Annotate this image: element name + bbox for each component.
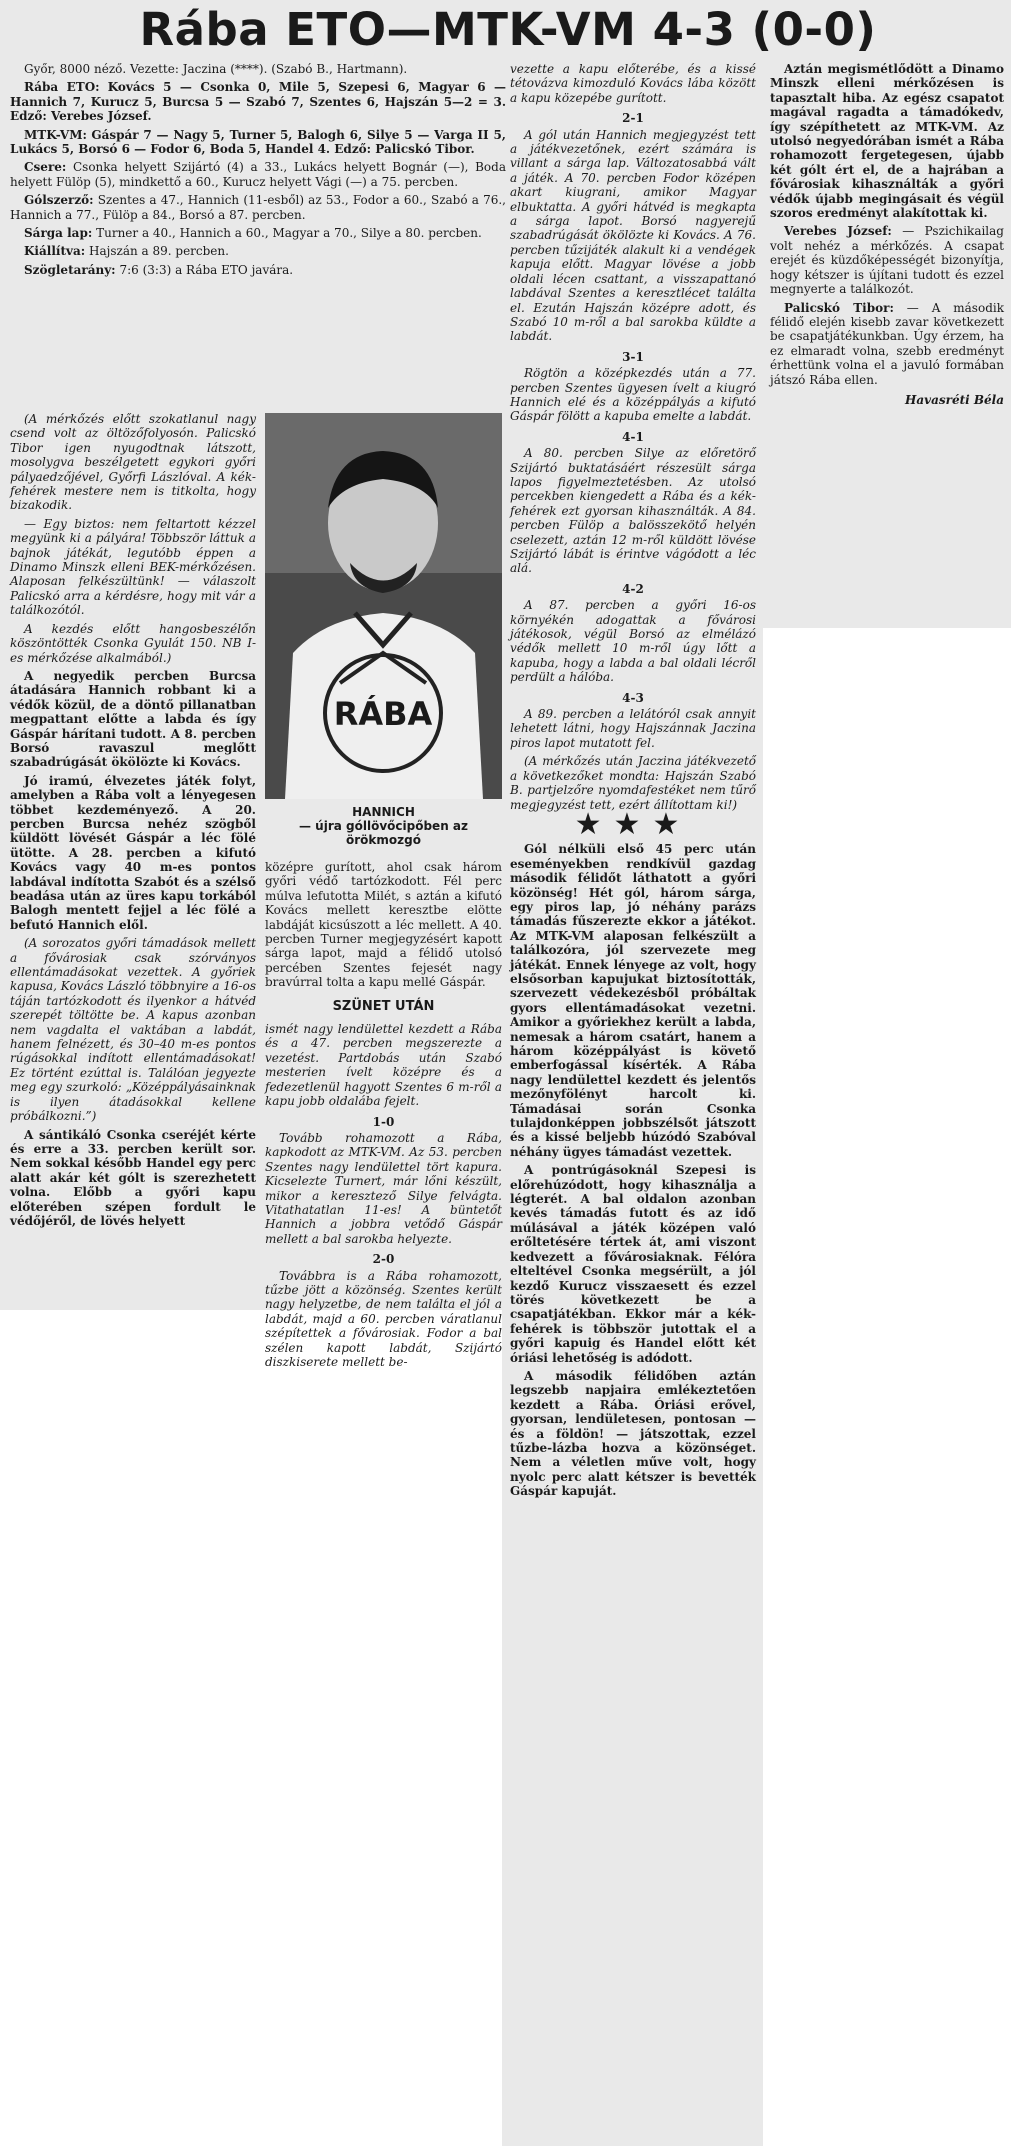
col3-p10: A második félidőben aztán legszebb napjaira emlékeztetően kezdett a Rába. Óriási erővel, gyorsan, lendületesen, pontosan — és a földön! — játszottak, ezzel tűzbe-lázba hozva a közönséget. Nem a véletlen műve volt, hogy nyolc perc alatt kétszer is bevették Gáspár kapuját. (510, 1368, 756, 1499)
facts-yellow: Sárga lap: Turner a 40., Hannich a 60., Magyar a 70., Silye a 80. percben. (24, 226, 482, 241)
facts-subs: Csere: Csonka helyett Szijártó (4) a 33., Lukács helyett Bognár (—), Boda helyett Fülöp (5), mindkettő a 60., Kurucz helyett Vági (—) a 75. percben. (10, 160, 506, 189)
col3-score-1: 2-1 (622, 111, 644, 126)
col1-p5: Jó iramú, élvezetes játék folyt, amelyben a Rába volt a lényegesen többet kezdeményező. A 20. percben Burcsa nehéz szögből küldött lövését Gáspár a léc fölé ütötte. A 28. percben a kifutó Kovács vagy 40 m-es pontos labdával indította Szabót és a szélső beadása után az üres kapu torkából Balogh mentett fejjel a léc fölé a befutó Hannich elől. (10, 773, 256, 932)
match-facts (10, 62, 506, 281)
facts-intro: Győr, 8000 néző. Vezette: Jaczina (****). (Szabó B., Hartmann). (24, 62, 408, 76)
col3-p4: A 80. percben Silye az előretörő Szijártó buktatásáért részesült sárga lapos figyelmeztetésben. Az utolsó percekben kiengedett a Rába és a kék-fehérek ezt gyorsan kihasználták. A 84. percben Fülöp a balösszekötő helyén cselezett, aztán 12 m-ről küldött lövése Szijártó lábát is érintve vágódott a léc alá. (510, 446, 756, 576)
col3-p6: A 89. percben a lelátóról csak annyit lehetett látni, hogy Hajszánnak Jaczina piros lapot mutatott fel. (510, 707, 756, 750)
player-photo-image (265, 413, 502, 799)
article-column-3 (510, 62, 756, 1503)
col3-p5: A 87. percben a győri 16-os környékén adogattak a fővárosi játékosok, végül Borsó az elmélázó védők mellett 10 m-ről úgy lőtt a kapuba, hogy a labda a bal oldali lécről perdült a hálóba. (510, 598, 756, 685)
caption-name: HANNICH (352, 805, 415, 819)
col2-p3: Tovább rohamozott a Rába, kapkodott az MTK-VM. Az 53. percben Szentes nagy lendülettel tört kapura. Kicselezte Turnert, már lőni készült, mikor a keresztező Silye felvágta. Vitathatatlan 11-es! A büntetőt Hannich a jobbra vetődő Gáspár mellett a bal sarokba helyezte. (265, 1130, 502, 1246)
col3-p3: Rögtön a középkezdés után a 77. percben Szentes ügyesen ívelt a kiugró Hannich elé és a középpályás a kifutó Gáspár fölött a kapuba emelte a labdát. (510, 366, 756, 424)
col3-score-3: 4-1 (622, 429, 644, 444)
col2-p1: középre gurított, ahol csak három győri védő tartózkodott. Fél perc múlva lefutotta Milét, s aztán a kifutó Kovács mellett keresztbe elötte labdáját kicsúszott a léc mellett. A 40. percben Turner megjegyzésért kapott sárga lapot, majd a félidő utolsó percében Szentes fejesét nagy bravúrral tolta a kapu mellé Gáspár. (265, 860, 502, 990)
col1-p4: A negyedik percben Burcsa átadására Hannich robbant ki a védők közül, de a döntő pillanatban megpattant előtte a labda és így Gáspár hárítani tudott. A 8. percben Borsó ravaszul meglőtt szabadrúgását ökölözte ki Kovács. (10, 668, 256, 770)
col1-p6: (A sorozatos győri támadások mellett a fővárosiak csak szórványos ellentámadásokat vezettek. A győriek kapusa, Kovács László többnyire a 16-os táján tartózkodott és ilyenkor a hátvéd szerepét töltötte be. A kapus azonban nem vagdalta el vaktában a labdát, hanem felnézett, és 30–40 m-es pontos rúgásokkal indított ellentámadásokat! Ez történt ezúttal is. Találóan jegyezte meg egy szurkoló: „Középpályásainknak is ilyen átadásokkal kellene próbálkozni.”) (10, 936, 256, 1124)
col3-p7: (A mérkőzés után Jaczina játékvezető a következőket mondta: Hajszán Szabó B. partjelzőre nyomdafestéket nem tűrő megjegyzést tett, ezért állítottam ki!) (510, 754, 756, 812)
col2-score-1: 1-0 (372, 1114, 395, 1129)
col1-p2: — Egy biztos: nem feltartott kézzel megyünk ki a pályára! Többször láttuk a bajnok játékát, legutóbb éppen a Dinamo Minszk elleni BEK-mérkőzésen. Alaposan felkészültünk! — válaszolt Palicskó arra a kérdésre, hogy mit vár a találkozótól. (10, 516, 256, 618)
facts-goals: Gólszerző: Szentes a 47., Hannich (11-esből) az 53., Fodor a 60., Szabó a 76., Hannich a 77., Fülöp a 84., Borsó a 87. percben. (10, 193, 506, 222)
col1-p1: (A mérkőzés előtt szokatlanul nagy csend volt az öltözőfolyosón. Palicskó Tibor igen nyugodtnak látszott, mosolygva beszélgetett egykori győri pályaedzőjével, Győrfi Lászlóval. A kék-fehérek mestere nem is titkolta, hogy bizakodik. (10, 412, 256, 513)
col1-p7: A sántikáló Csonka cseréjét kérte és erre a 33. percben került sor. Nem sokkal később Handel egy perc alatt akár két gólt is szerezhetett volna. Előbb a győri kapu előterében szépen fordult le védőjéről, de lövés helyett (10, 1127, 256, 1228)
col4-p1: Aztán megismétlődött a Dinamo Minszk elleni mérkőzésen is tapasztalt hiba. Az egész csapatot magával ragadta a támadókedv, így szépíthetett az MTK-VM. Az utolsó negyedórában ismét a Rába rohamozott fergetegesen, újabb két gólt ért el, de a hajrában a fővárosiak kihasználták a győri védők újabb megingásait és végül szoros eredményt alakítottak ki. (770, 62, 1004, 221)
col3-score-5: 4-3 (622, 690, 644, 705)
mtk-lineup: Gáspár 7 — Nagy 5, Turner 5, Balogh 6, Silye 5 — Varga II 5, Lukács 5, Borsó 6 — Fodor 6, Boda 5, Handel 4. Edző: Palicskó Tibor. (10, 127, 506, 157)
col3-p9: A pontrúgásoknál Szepesi is előrehúzódott, hogy kihasználja a légterét. A bal oldalon azonban kevés támadás futott és az idő múlásával a játék középen való erőltetésére tértek át, ami viszont kedvezett a fővárosiaknak. Félóra elteltével Csonka megsérült, a jól kezdő Kurucz visszaesett és ezzel törés következett be a csapatjátékban. Ekkor már a kék-fehérek is többször jutottak el a győri kapuig és Handel előtt két óriási lehetőség is adódott. (510, 1163, 756, 1365)
col1-p3: A kezdés előtt hangosbeszélőn köszöntötték Csonka Gyulát 150. NB I-es mérkőzése alkalmából.) (10, 621, 256, 665)
headline: Rába ETO—MTK-VM 4-3 (0-0) (139, 3, 877, 56)
col2-subhead: SZÜNET UTÁN (332, 998, 435, 1014)
col2-p2: ismét nagy lendülettel kezdett a Rába és a 47. percben megszerezte a vezetést. Partdobás után Szabó mesterien ívelt középre és a fedezetlenül hagyott Szentes 6 m-ről a kapu jobb oldalába fejelt. (265, 1022, 502, 1109)
quote-name-palicsko: Palicskó Tibor: (784, 300, 894, 315)
quote-name-verebes: Verebes József: (784, 224, 892, 239)
mtk-label: MTK-VM: (24, 127, 87, 142)
caption-text: — újra góllövőcipőben az örökmozgó (299, 819, 468, 847)
jersey-text: RÁBA (333, 695, 433, 733)
col3-p1: vezette a kapu előterébe, és a kissé tétovázva kimozduló Kovács lába között a kapu közepébe gurított. (510, 62, 756, 105)
facts-raba (10, 80, 506, 123)
article-column-2 (265, 860, 502, 1373)
col3-p2: A gól után Hannich megjegyzést tett a játékvezetőnek, ezért számára is villant a sárga lap. Változatosabbá vált a játék. A 70. percben Fodor középen akart kiugrani, amikor Magyar elbuktatta. A győri hátvéd is megkapta a sárga lapot. Borsó nagyerejű szabadrúgását ökölözte ki Kovács. A 76. percben tűzijáték alakult ki a vendégek kapuja előtt. Magyar lövése a jobb oldali lécen csattant, a visszapattanó labdával Szentes a keresztlécet találta el. Ezután Hajszán középre adott, és Szabó 10 m-ről a bal sarokba küldte a labdát. (510, 127, 756, 344)
col3-p8: Gól nélküli első 45 perc után eseményekben rendkívül gazdag második félidőt láthatott a győri közönség! Hét gól, három sárga, egy piros lap, jó néhány parázs támadás fűszerezte ekkor a játékot. Az MTK-VM alaposan felkészült a találkozóra, jól szervezete meg játékát. Ennek lényege az volt, hogy elsősorban kapujukat biztosították, szervezett védekezésből próbáltak gyors ellentámadásokat vezetni. Amikor a győriekhez került a labda, nemesak a három csatárt, hanem a három középpályást is követő emberfogással kísérték. A Rába nagy lendülettel kezdett és jelentős mezőnyfölényt harcolt ki. Támadásai során Csonka tulajdonképpen jobbszélsőt játszott és a kissé beljebb húzódó Szabóval néhány ügyes támadást vezettek. (510, 842, 756, 1159)
col4-p3: Palicskó Tibor: — A második félidő elején kisebb zavar következett be csapatjátékunkban. Úgy érzem, ha ez elmaradt volna, szebb eredményt érhettünk volna el a javuló formában játszó Rába ellen. (770, 300, 1004, 387)
col3-score-2: 3-1 (622, 349, 644, 364)
col2-score-2: 2-0 (372, 1252, 395, 1267)
facts-sentoff: Kiállítva: Hajszán a 89. percben. (24, 244, 229, 259)
photo-caption (265, 805, 502, 847)
article-column-4 (770, 62, 1004, 407)
article-column-1 (10, 412, 256, 1232)
section-stars: ★★★ (574, 806, 692, 842)
col4-p2: Verebes József: — Pszichikailag volt nehéz a mérkőzés. A csapat erejét és küzdőképességét bizonyítja, hogy kétszer is újítani tudott és ezzel megnyerte a találkozót. (770, 224, 1004, 297)
raba-label: Rába ETO: (24, 80, 100, 95)
player-photo (265, 413, 502, 799)
facts-mtk (10, 128, 506, 157)
col3-score-4: 4-2 (622, 581, 644, 596)
col2-p4: Továbbra is a Rába rohamozott, tűzbe jött a közönség. Szentes került nagy helyzetbe, de nem találta el jól a labdát, majd a 60. percben váratlanul szépítettek a fővárosiak. Fodor a bal szélen kapott labdát, Szijártó diszkiserete mellett be- (265, 1268, 502, 1369)
facts-corners: Szögletarány: 7:6 (3:3) a Rába ETO javára. (24, 262, 294, 277)
author-signature: Havasréti Béla (905, 392, 1004, 407)
raba-lineup: Kovács 5 — Csonka 0, Mile 5, Szepesi 6, Magyar 6 — Hannich 7, Kurucz 5, Burcsa 5 — Szabó 7, Szentes 6, Hajszán 5—2 = 3. Edző: Verebes József. (10, 80, 507, 124)
